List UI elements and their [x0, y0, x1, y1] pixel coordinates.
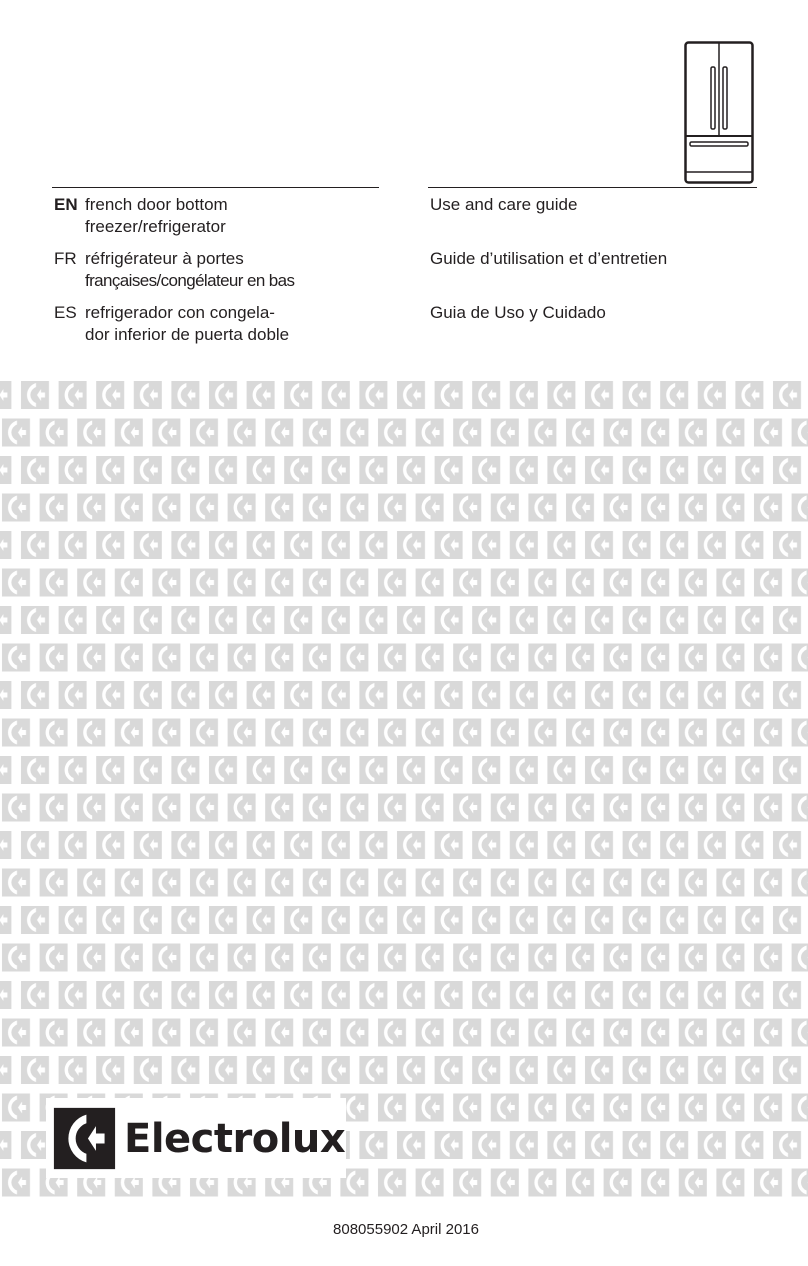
product-description-line: françaises/congélateur en bas	[85, 271, 295, 290]
language-code: FR	[54, 249, 77, 268]
product-description	[85, 302, 395, 346]
product-description-line: réfrigérateur à portes	[85, 249, 244, 268]
guide-title-en: Use and care guide	[430, 195, 578, 214]
language-code: EN	[54, 195, 78, 214]
header-divider-right	[428, 187, 757, 188]
product-description	[85, 248, 395, 292]
brand-wordmark: Electrolux	[124, 1116, 346, 1162]
document-number-date: 808055902 April 2016	[333, 1221, 479, 1238]
product-description-line: refrigerador con congela-	[85, 303, 275, 322]
guide-title-es: Guia de Uso y Cuidado	[430, 303, 606, 322]
language-code: ES	[54, 303, 77, 322]
refrigerator-icon	[684, 41, 754, 184]
guide-title-fr: Guide d’utilisation et d’entretien	[430, 249, 668, 268]
product-description-line: french door bottom	[85, 195, 228, 214]
product-description	[85, 194, 395, 238]
product-description-line: dor inferior de puerta doble	[85, 325, 290, 344]
electrolux-pattern-icon	[0, 378, 808, 1202]
header-divider-left	[52, 187, 379, 188]
electrolux-logo-icon	[52, 1106, 117, 1171]
product-description-line: freezer/refrigerator	[85, 217, 226, 236]
